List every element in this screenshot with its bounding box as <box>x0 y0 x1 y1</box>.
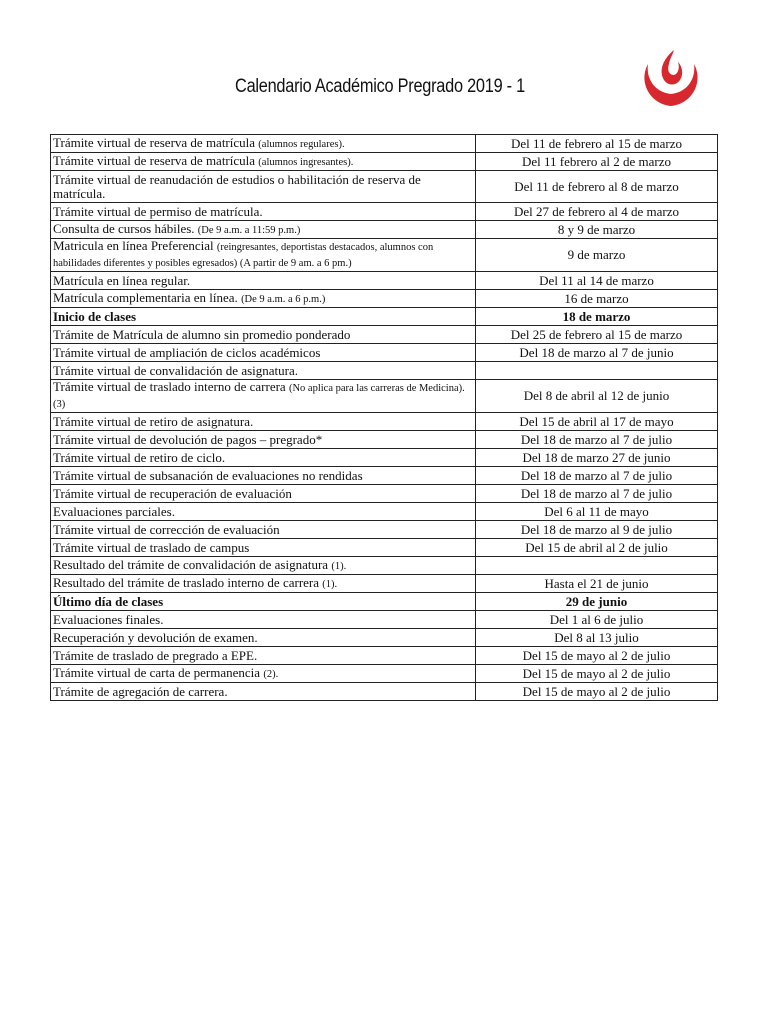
activity-cell <box>51 521 476 539</box>
activity-text: Matrícula complementaria en línea. <box>53 289 238 305</box>
activity-cell <box>51 239 476 272</box>
activity-text: Trámite virtual de reanudación de estudios o habilitación de reserva de matrícula. <box>53 171 421 201</box>
date-cell: Del 25 de febrero al 15 de marzo <box>476 326 718 344</box>
date-cell <box>476 362 718 380</box>
table-row <box>51 683 718 701</box>
table-row <box>51 611 718 629</box>
date-cell: Del 18 de marzo al 9 de julio <box>476 521 718 539</box>
activity-cell <box>51 611 476 629</box>
date-cell: Del 15 de abril al 2 de julio <box>476 539 718 557</box>
activity-text: Trámite virtual de reserva de matrícula <box>53 152 256 168</box>
activity-cell <box>51 221 476 239</box>
activity-text: Consulta de cursos hábiles. <box>53 220 195 236</box>
activity-text: Último día de clases <box>53 593 164 609</box>
date-cell: 9 de marzo <box>476 239 718 272</box>
table-row <box>51 362 718 380</box>
activity-note: (alumnos ingresantes). <box>258 156 354 168</box>
table-row <box>51 503 718 521</box>
activity-cell <box>51 171 476 203</box>
activity-cell <box>51 362 476 380</box>
activity-cell <box>51 503 476 521</box>
date-cell: Del 11 de febrero al 15 de marzo <box>476 135 718 153</box>
table-row <box>51 521 718 539</box>
table-row <box>51 539 718 557</box>
activity-text: Trámite virtual de convalidación de asignatura. <box>53 362 299 378</box>
date-cell: Del 18 de marzo al 7 de julio <box>476 485 718 503</box>
table-row <box>51 575 718 593</box>
activity-text: Inicio de clases <box>53 308 137 324</box>
activity-text: Trámite de agregación de carrera. <box>53 683 228 699</box>
date-cell: 29 de junio <box>476 593 718 611</box>
table-row <box>51 272 718 290</box>
date-cell: Del 1 al 6 de julio <box>476 611 718 629</box>
table-row <box>51 290 718 308</box>
table-row <box>51 647 718 665</box>
activity-cell <box>51 135 476 153</box>
activity-note: (De 9 a.m. a 6 p.m.) <box>241 293 326 305</box>
academic-calendar-table <box>50 134 718 701</box>
table-row <box>51 629 718 647</box>
activity-cell <box>51 203 476 221</box>
date-cell: Del 18 de marzo al 7 de junio <box>476 344 718 362</box>
table-row <box>51 344 718 362</box>
activity-cell <box>51 431 476 449</box>
date-cell: Del 15 de mayo al 2 de julio <box>476 683 718 701</box>
table-row <box>51 485 718 503</box>
table-row <box>51 380 718 413</box>
activity-cell <box>51 272 476 290</box>
activity-note: (No aplica para las carreras de Medicina). (3) <box>53 383 465 410</box>
activity-text: Trámite virtual de corrección de evaluación <box>53 521 280 537</box>
date-cell: Del 8 de abril al 12 de junio <box>476 380 718 413</box>
activity-text: Resultado del trámite de convalidación de asignatura <box>53 556 329 572</box>
date-cell: Del 18 de marzo 27 de junio <box>476 449 718 467</box>
activity-text: Trámite virtual de retiro de asignatura. <box>53 413 254 429</box>
date-cell: Del 18 de marzo al 7 de julio <box>476 467 718 485</box>
activity-text: Trámite virtual de recuperación de evaluación <box>53 485 292 501</box>
date-cell: Hasta el 21 de junio <box>476 575 718 593</box>
date-cell: Del 27 de febrero al 4 de marzo <box>476 203 718 221</box>
table-row <box>51 413 718 431</box>
activity-text: Recuperación y devolución de examen. <box>53 629 258 645</box>
activity-text: Trámite virtual de devolución de pagos – pregrado* <box>53 431 323 447</box>
activity-text: Evaluaciones parciales. <box>53 503 175 519</box>
activity-text: Matrícula en línea regular. <box>53 272 191 288</box>
table-row <box>51 326 718 344</box>
activity-cell <box>51 326 476 344</box>
date-cell: 18 de marzo <box>476 308 718 326</box>
activity-cell <box>51 413 476 431</box>
activity-note: (1). <box>331 560 347 572</box>
date-cell: 8 y 9 de marzo <box>476 221 718 239</box>
date-cell <box>476 557 718 575</box>
activity-note: (alumnos regulares). <box>258 138 345 150</box>
date-cell: 16 de marzo <box>476 290 718 308</box>
activity-cell <box>51 647 476 665</box>
table-row <box>51 449 718 467</box>
activity-cell <box>51 153 476 171</box>
activity-text: Trámite virtual de retiro de ciclo. <box>53 449 226 465</box>
activity-note: (reingresantes, deportistas destacados, alumnos con habilidades diferentes y posibles egresados) (A partir de 9 am. a 6 pm.) <box>53 242 434 269</box>
activity-text: Trámite de Matrícula de alumno sin promedio ponderado <box>53 326 351 342</box>
table-row <box>51 239 718 272</box>
date-cell: Del 18 de marzo al 7 de julio <box>476 431 718 449</box>
activity-cell <box>51 557 476 575</box>
activity-text: Matricula en línea Preferencial <box>53 238 214 253</box>
date-cell: Del 6 al 11 de mayo <box>476 503 718 521</box>
activity-text: Trámite de traslado de pregrado a EPE. <box>53 647 258 663</box>
table-row <box>51 203 718 221</box>
table-row <box>51 171 718 203</box>
activity-text: Trámite virtual de ampliación de ciclos académicos <box>53 344 321 360</box>
activity-cell <box>51 449 476 467</box>
table-row <box>51 665 718 683</box>
date-cell: Del 15 de mayo al 2 de julio <box>476 647 718 665</box>
activity-text: Trámite virtual de reserva de matrícula <box>53 134 256 150</box>
table-row <box>51 557 718 575</box>
activity-text: Trámite virtual de carta de permanencia <box>53 664 261 680</box>
activity-cell <box>51 290 476 308</box>
page-title: Calendario Académico Pregrado 2019 - 1 <box>235 76 525 97</box>
activity-text: Resultado del trámite de traslado interno de carrera <box>53 574 320 590</box>
table-row <box>51 221 718 239</box>
table-row <box>51 431 718 449</box>
activity-text: Evaluaciones finales. <box>53 611 164 627</box>
date-cell: Del 15 de abril al 17 de mayo <box>476 413 718 431</box>
activity-cell <box>51 665 476 683</box>
table-row <box>51 308 718 326</box>
activity-cell <box>51 467 476 485</box>
activity-cell <box>51 539 476 557</box>
activity-note: (2). <box>263 668 279 680</box>
table-row <box>51 135 718 153</box>
activity-cell <box>51 593 476 611</box>
activity-note: (De 9 a.m. a 11:59 p.m.) <box>197 224 301 236</box>
activity-cell <box>51 485 476 503</box>
activity-text: Trámite virtual de traslado interno de carrera <box>53 379 286 394</box>
activity-cell <box>51 308 476 326</box>
date-cell: Del 8 al 13 julio <box>476 629 718 647</box>
date-cell: Del 11 de febrero al 8 de marzo <box>476 171 718 203</box>
table-row <box>51 593 718 611</box>
upc-flame-logo-icon <box>636 44 706 114</box>
table-row <box>51 467 718 485</box>
activity-note: (1). <box>322 578 338 590</box>
activity-cell <box>51 344 476 362</box>
table-row <box>51 153 718 171</box>
activity-text: Trámite virtual de subsanación de evaluaciones no rendidas <box>53 467 363 483</box>
activity-cell <box>51 629 476 647</box>
activity-cell <box>51 575 476 593</box>
activity-cell <box>51 683 476 701</box>
activity-text: Trámite virtual de permiso de matrícula. <box>53 203 263 219</box>
date-cell: Del 15 de mayo al 2 de julio <box>476 665 718 683</box>
activity-cell <box>51 380 476 413</box>
date-cell: Del 11 al 14 de marzo <box>476 272 718 290</box>
activity-text: Trámite virtual de traslado de campus <box>53 539 250 555</box>
date-cell: Del 11 febrero al 2 de marzo <box>476 153 718 171</box>
